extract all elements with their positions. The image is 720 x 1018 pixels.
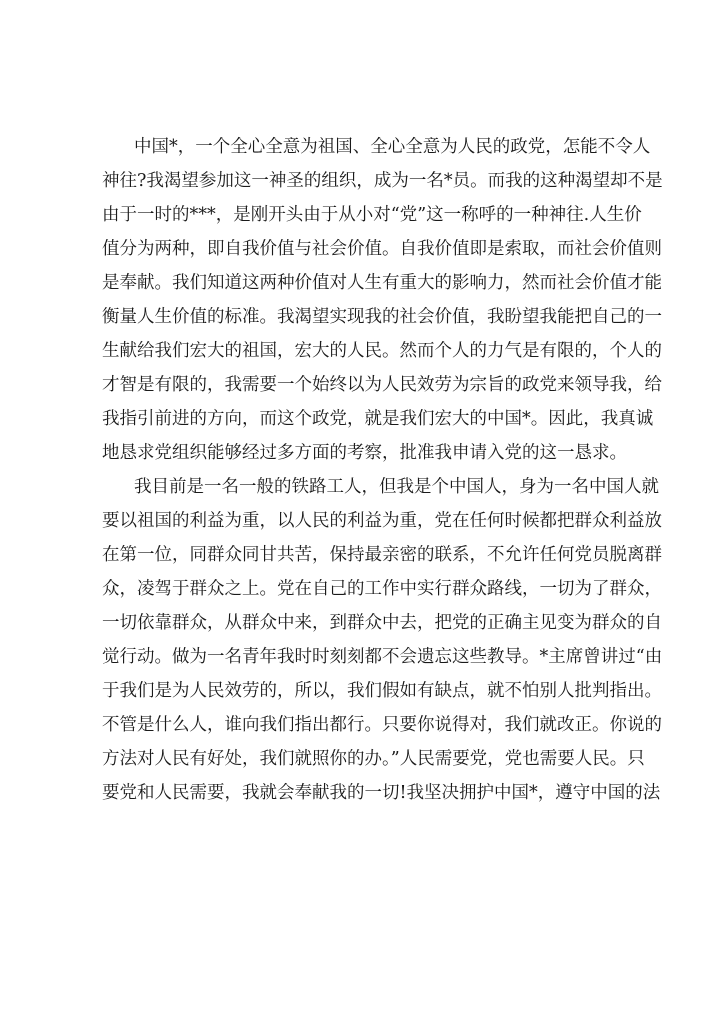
paragraph-2-line-2: 要以祖国的利益为重，以人民的利益为重，党在任何时候都把群众利益放	[102, 511, 662, 531]
paragraph-2-line-1: 我目前是一名一般的铁路工人，但我是个中国人，身为一名中国人就	[134, 477, 659, 497]
paragraph-2-line-9: 方法对人民有好处，我们就照你的办。”人民需要党，党也需要人民。只	[102, 749, 645, 769]
paragraph-1-line-4: 值分为两种，即自我价值与社会价值。自我价值即是索取，而社会价值则	[102, 239, 662, 259]
paragraph-1-line-8: 才智是有限的，我需要一个始终以为人民效劳为宗旨的政党来领导我，给	[102, 375, 662, 395]
paragraph-1-line-9: 我指引前进的方向，而这个政党，就是我们宏大的中国*。因此，我真诚	[102, 409, 654, 429]
paragraph-1-line-1: 中国*，一个全心全意为祖国、全心全意为人民的政党，怎能不令人	[134, 137, 651, 157]
paragraph-2-line-5: 一切依靠群众，从群众中来，到群众中去，把党的正确主见变为群众的自	[102, 613, 662, 633]
paragraph-2-line-3: 在第一位，同群众同甘共苦，保持最亲密的联系，不允许任何党员脱离群	[102, 545, 662, 565]
paragraph-1-line-3: 由于一时的***，是刚开头由于从小对“党”这一称呼的一种神往.人生价	[102, 205, 642, 225]
paragraph-2-line-8: 不管是什么人，谁向我们指出都行。只要你说得对，我们就改正。你说的	[102, 715, 662, 735]
paragraph-1-line-10: 地恳求党组织能够经过多方面的考察，批准我申请入党的这一恳求。	[102, 443, 627, 463]
paragraph-1-line-7: 生献给我们宏大的祖国，宏大的人民。然而个人的力气是有限的，个人的	[102, 341, 662, 361]
paragraph-2-line-7: 于我们是为人民效劳的，所以，我们假如有缺点，就不怕别人批判指出。	[102, 681, 662, 701]
paragraph-2-line-4: 众，凌驾于群众之上。党在自己的工作中实行群众路线，一切为了群众，	[102, 579, 662, 599]
paragraph-1-line-2: 神往?我渴望参加这一神圣的组织，成为一名*员。而我的这种渴望却不是	[102, 171, 663, 191]
paragraph-1-line-6: 衡量人生价值的标准。我渴望实现我的社会价值，我盼望我能把自己的一	[102, 307, 662, 327]
paragraph-2-line-6: 觉行动。做为一名青年我时时刻刻都不会遗忘这些教导。*主席曾讲过“由	[102, 647, 663, 667]
paragraph-1-line-5: 是奉献。我们知道这两种价值对人生有重大的影响力，然而社会价值才能	[102, 273, 662, 293]
paragraph-2-line-10: 要党和人民需要，我就会奉献我的一切!我坚决拥护中国*，遵守中国的法	[102, 783, 661, 803]
